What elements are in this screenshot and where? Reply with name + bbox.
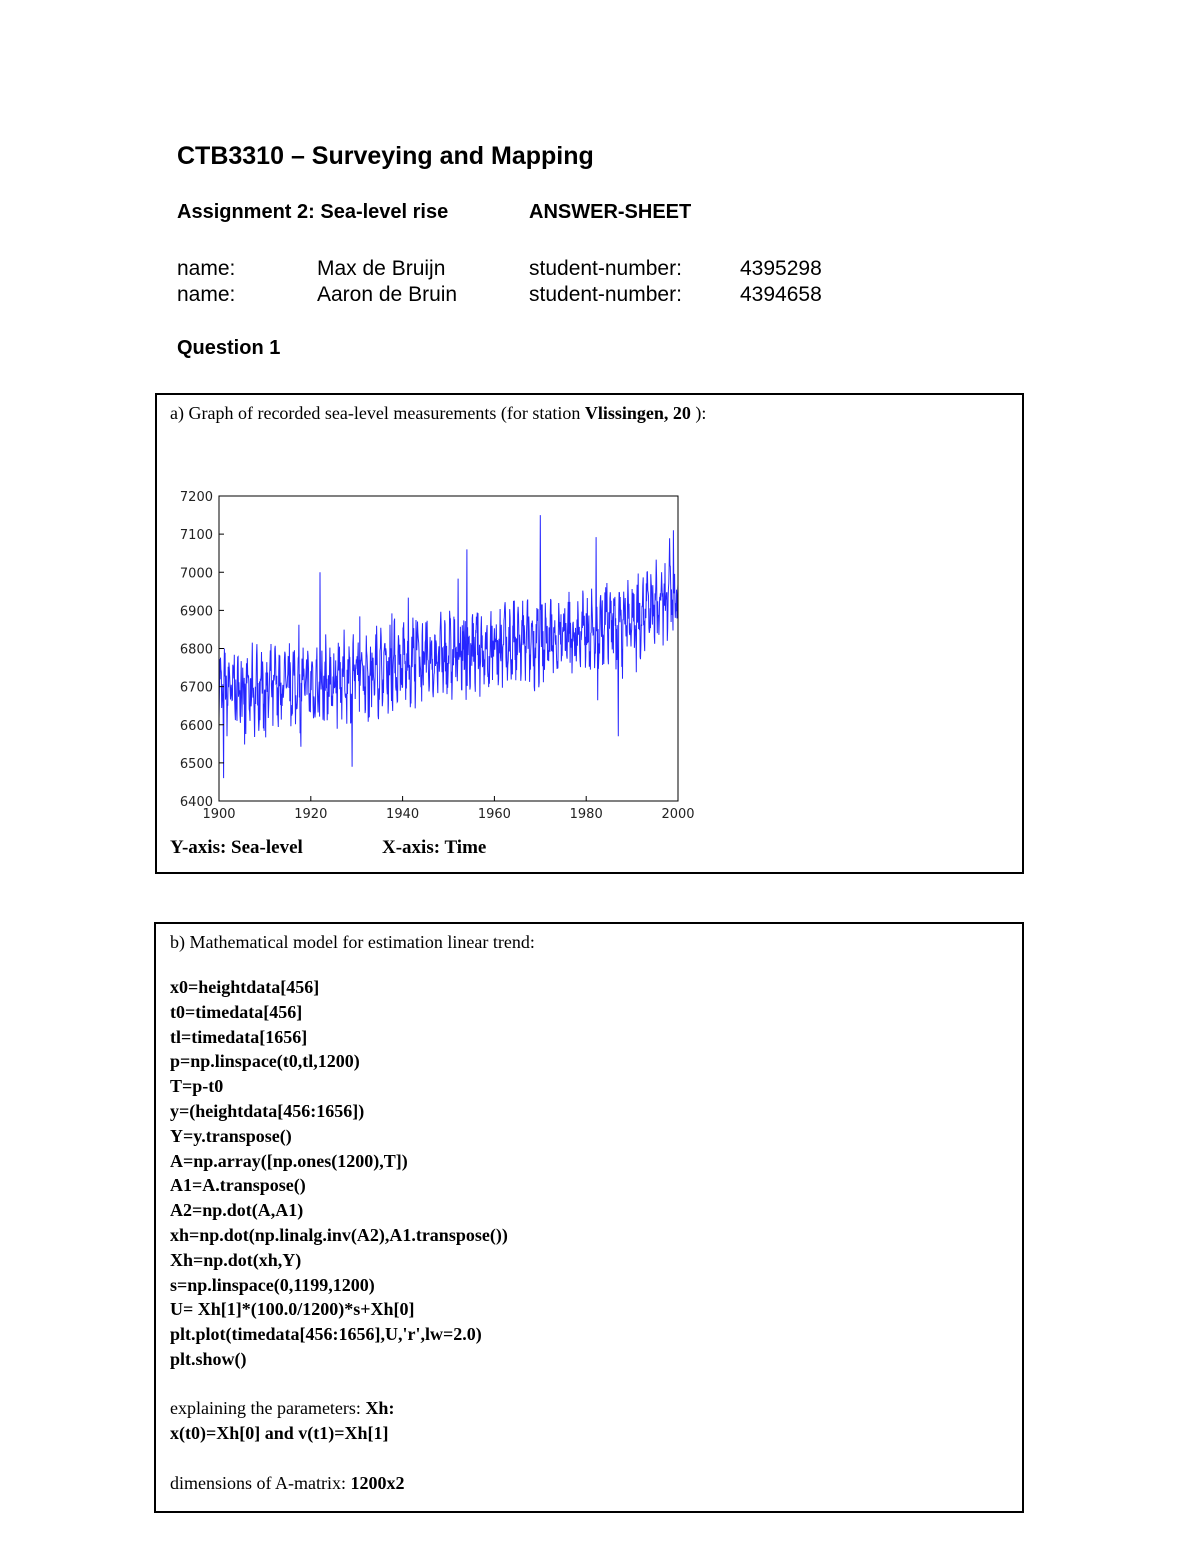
plot-area [219, 515, 678, 778]
dims-label: dimensions of A-matrix: [170, 1473, 351, 1493]
y-tick-label: 6800 [179, 642, 213, 658]
y-tick-label: 7000 [179, 566, 213, 582]
name-label-2: name: [177, 283, 236, 306]
sea-level-series-line [219, 515, 678, 778]
student-number-label-1: student-number: [529, 257, 682, 280]
x-tick-label: 1900 [202, 807, 236, 822]
answer-sheet-heading: ANSWER-SHEET [529, 201, 692, 223]
code-line: t0=timedata[456] [170, 1001, 303, 1022]
x-tick-label: 1920 [294, 807, 328, 822]
y-tick-label: 6600 [179, 718, 213, 734]
student-name-2: Aaron de Bruin [317, 283, 458, 306]
code-line: Xh=np.dot(xh,Y) [170, 1249, 302, 1270]
params-label: explaining the parameters: [170, 1398, 366, 1418]
x-tick-label: 1960 [477, 807, 511, 822]
code-line: y=(heightdata[456:1656]) [170, 1100, 365, 1121]
code-line: plt.plot(timedata[456:1656],U,'r',lw=2.0) [170, 1324, 482, 1345]
code-line: T=p-t0 [170, 1076, 224, 1097]
x-axis-caption: X-axis: Time [382, 837, 487, 858]
sea-level-chart [166, 482, 706, 827]
y-tick-label: 7200 [179, 490, 213, 505]
y-axis-caption: Y-axis: Sea-level [170, 837, 303, 858]
assignment-heading: Assignment 2: Sea-level rise [177, 201, 449, 223]
code-line: plt.show() [170, 1348, 247, 1369]
x-tick-label: 2000 [661, 807, 695, 822]
station-name: Vlissingen, 20 [584, 403, 691, 423]
student-number-2: 4394658 [740, 283, 822, 306]
code-line: A=np.array([np.ones(1200),T]) [170, 1150, 408, 1171]
code-block [170, 975, 508, 1372]
caption-a-suffix: ): [695, 403, 707, 423]
code-line: s=np.linspace(0,1199,1200) [170, 1274, 375, 1295]
document-title: CTB3310 – Surveying and Mapping [177, 142, 594, 170]
params-value: Xh: [365, 1398, 395, 1418]
student-number-1: 4395298 [740, 257, 822, 280]
student-name-1: Max de Bruijn [317, 257, 446, 280]
dims-value: 1200x2 [350, 1473, 405, 1493]
student-number-label-2: student-number: [529, 283, 682, 306]
question-heading: Question 1 [177, 337, 281, 359]
caption-a-prefix: a) Graph of recorded sea-level measurements (for station [170, 403, 585, 423]
dims-line [170, 1473, 404, 1494]
y-tick-label: 6700 [179, 680, 213, 696]
code-line: x0=heightdata[456] [170, 977, 320, 997]
code-line: Y=y.transpose() [170, 1125, 292, 1146]
caption-b: b) Mathematical model for estimation linear trend: [170, 932, 535, 952]
code-line: tl=timedata[1656] [170, 1026, 308, 1047]
plot-frame [219, 496, 678, 801]
x-tick-label: 1940 [386, 807, 420, 822]
y-tick-label: 7100 [179, 528, 213, 544]
x-tick-label: 1980 [569, 807, 603, 822]
code-line: A1=A.transpose() [170, 1175, 306, 1196]
name-label-1: name: [177, 257, 236, 280]
code-line: p=np.linspace(t0,tl,1200) [170, 1051, 360, 1072]
code-line: U= Xh[1]*(100.0/1200)*s+Xh[0] [170, 1299, 415, 1320]
code-line: xh=np.dot(np.linalg.inv(A2),A1.transpose()) [170, 1224, 508, 1245]
y-tick-label: 6500 [179, 756, 213, 772]
code-line: A2=np.dot(A,A1) [170, 1200, 304, 1221]
y-tick-label: 6400 [179, 795, 213, 810]
params-line [170, 1398, 394, 1419]
caption-a [170, 403, 706, 424]
params-detail: x(t0)=Xh[0] and v(t1)=Xh[1] [170, 1423, 389, 1443]
y-tick-label: 6900 [179, 604, 213, 620]
